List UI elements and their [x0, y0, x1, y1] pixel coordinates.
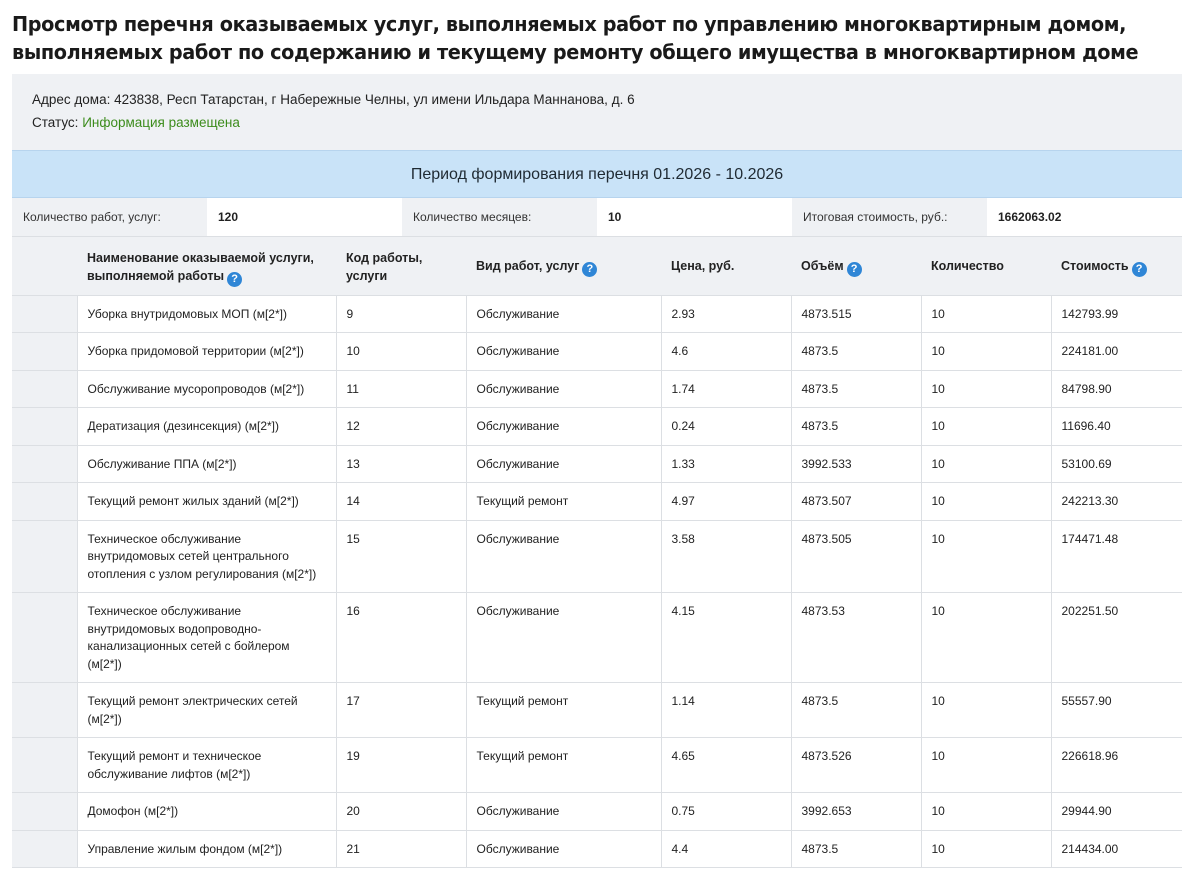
cell-price: 0.24 [661, 408, 791, 446]
cell-quantity: 10 [921, 483, 1051, 521]
cell-cost: 142793.99 [1051, 295, 1182, 333]
cell-volume: 4873.515 [791, 295, 921, 333]
cell-quantity: 10 [921, 793, 1051, 831]
cell-name: Текущий ремонт и техническое обслуживание лифтов (м[2*]) [77, 738, 336, 793]
row-blank-cell [12, 683, 77, 738]
status-value: Информация размещена [82, 115, 240, 130]
summary-row [12, 198, 1182, 237]
table-row [12, 830, 1182, 868]
row-blank-cell [12, 793, 77, 831]
cell-quantity: 10 [921, 333, 1051, 371]
cell-name: Дератизация (дезинсекция) (м[2*]) [77, 408, 336, 446]
help-icon[interactable]: ? [227, 272, 242, 287]
help-icon[interactable]: ? [1132, 262, 1147, 277]
cell-price: 2.93 [661, 295, 791, 333]
cell-quantity: 10 [921, 445, 1051, 483]
cell-volume: 4873.505 [791, 520, 921, 593]
cell-type: Текущий ремонт [466, 738, 661, 793]
cell-name: Техническое обслуживание внутридомовых сетей центрального отопления с узлом регулирования (м[2*]) [77, 520, 336, 593]
cell-name: Обслуживание ППА (м[2*]) [77, 445, 336, 483]
months-label: Количество месяцев: [402, 198, 597, 236]
cell-type: Обслуживание [466, 593, 661, 683]
address-line [32, 91, 635, 109]
cell-price: 1.33 [661, 445, 791, 483]
table-header-row [12, 237, 1182, 295]
cell-quantity: 10 [921, 370, 1051, 408]
cell-cost: 202251.50 [1051, 593, 1182, 683]
cell-type: Обслуживание [466, 370, 661, 408]
header-type [466, 237, 661, 295]
table-row [12, 370, 1182, 408]
address-label: Адрес дома: [32, 92, 111, 107]
row-blank-cell [12, 738, 77, 793]
cell-volume: 4873.5 [791, 830, 921, 868]
table-row [12, 408, 1182, 446]
cell-volume: 4873.526 [791, 738, 921, 793]
cell-name: Текущий ремонт электрических сетей (м[2*]) [77, 683, 336, 738]
table-row [12, 793, 1182, 831]
row-blank-cell [12, 370, 77, 408]
cell-type: Обслуживание [466, 793, 661, 831]
cell-code: 15 [336, 520, 466, 593]
header-name [77, 237, 336, 295]
header-type-label: Вид работ, услуг [476, 259, 580, 273]
cell-cost: 174471.48 [1051, 520, 1182, 593]
cell-quantity: 10 [921, 295, 1051, 333]
header-blank [12, 237, 77, 295]
cell-name: Домофон (м[2*]) [77, 793, 336, 831]
cell-price: 1.74 [661, 370, 791, 408]
page-title [12, 10, 1139, 66]
table-row [12, 295, 1182, 333]
works-count-value: 120 [207, 198, 402, 236]
cell-type: Обслуживание [466, 295, 661, 333]
cell-volume: 4873.5 [791, 683, 921, 738]
cell-type: Обслуживание [466, 445, 661, 483]
header-price: Цена, руб. [661, 237, 791, 295]
header-cost-label: Стоимость [1061, 259, 1129, 273]
cell-name: Обслуживание мусоропроводов (м[2*]) [77, 370, 336, 408]
cell-cost: 226618.96 [1051, 738, 1182, 793]
works-count-label: Количество работ, услуг: [12, 198, 207, 236]
table-row [12, 593, 1182, 683]
address-value: 423838, Респ Татарстан, г Набережные Челны, ул имени Ильдара Маннанова, д. 6 [114, 92, 635, 107]
cell-cost: 224181.00 [1051, 333, 1182, 371]
cell-code: 11 [336, 370, 466, 408]
services-table [12, 237, 1182, 868]
cell-code: 10 [336, 333, 466, 371]
row-blank-cell [12, 445, 77, 483]
row-blank-cell [12, 295, 77, 333]
house-info-panel [12, 74, 1182, 151]
cell-cost: 29944.90 [1051, 793, 1182, 831]
status-label: Статус: [32, 115, 79, 130]
cell-quantity: 10 [921, 830, 1051, 868]
cell-name: Уборка придомовой территории (м[2*]) [77, 333, 336, 371]
cell-code: 13 [336, 445, 466, 483]
cell-volume: 4873.53 [791, 593, 921, 683]
table-row [12, 520, 1182, 593]
cell-quantity: 10 [921, 738, 1051, 793]
cell-price: 3.58 [661, 520, 791, 593]
page-title-line-1: Просмотр перечня оказываемых услуг, выполняемых работ по управлению многоквартирным домом, [12, 12, 1127, 36]
cell-quantity: 10 [921, 408, 1051, 446]
cell-type: Обслуживание [466, 830, 661, 868]
cell-cost: 55557.90 [1051, 683, 1182, 738]
cell-code: 16 [336, 593, 466, 683]
header-volume-label: Объём [801, 259, 844, 273]
row-blank-cell [12, 830, 77, 868]
months-value: 10 [597, 198, 792, 236]
row-blank-cell [12, 333, 77, 371]
cell-code: 20 [336, 793, 466, 831]
total-cost-value: 1662063.02 [987, 198, 1182, 236]
cell-type: Обслуживание [466, 520, 661, 593]
help-icon[interactable]: ? [582, 262, 597, 277]
cell-price: 1.14 [661, 683, 791, 738]
cell-quantity: 10 [921, 593, 1051, 683]
cell-type: Обслуживание [466, 408, 661, 446]
cell-name: Уборка внутридомовых МОП (м[2*]) [77, 295, 336, 333]
table-row [12, 683, 1182, 738]
cell-type: Текущий ремонт [466, 683, 661, 738]
cell-code: 21 [336, 830, 466, 868]
cell-code: 14 [336, 483, 466, 521]
total-cost-label: Итоговая стоимость, руб.: [792, 198, 987, 236]
row-blank-cell [12, 483, 77, 521]
cell-volume: 4873.5 [791, 408, 921, 446]
cell-price: 4.6 [661, 333, 791, 371]
cell-name: Управление жилым фондом (м[2*]) [77, 830, 336, 868]
cell-volume: 3992.653 [791, 793, 921, 831]
period-header: Период формирования перечня 01.2026 - 10.2026 [12, 150, 1182, 198]
cell-volume: 4873.5 [791, 333, 921, 371]
header-cost [1051, 237, 1182, 295]
header-name-label: Наименование оказываемой услуги, выполняемой работы [87, 251, 314, 283]
cell-type: Текущий ремонт [466, 483, 661, 521]
cell-cost: 84798.90 [1051, 370, 1182, 408]
cell-price: 0.75 [661, 793, 791, 831]
cell-cost: 214434.00 [1051, 830, 1182, 868]
cell-price: 4.65 [661, 738, 791, 793]
cell-quantity: 10 [921, 683, 1051, 738]
services-table-container [12, 237, 1182, 868]
row-blank-cell [12, 408, 77, 446]
page-title-line-2: выполняемых работ по содержанию и текущему ремонту общего имущества в многоквартирном доме [12, 40, 1139, 64]
cell-cost: 242213.30 [1051, 483, 1182, 521]
cell-volume: 4873.5 [791, 370, 921, 408]
help-icon[interactable]: ? [847, 262, 862, 277]
table-row [12, 333, 1182, 371]
table-body [12, 295, 1182, 868]
header-quantity: Количество [921, 237, 1051, 295]
cell-code: 9 [336, 295, 466, 333]
cell-name: Текущий ремонт жилых зданий (м[2*]) [77, 483, 336, 521]
cell-name: Техническое обслуживание внутридомовых водопроводно-канализационных сетей с бойлером (м[2*]) [77, 593, 336, 683]
cell-quantity: 10 [921, 520, 1051, 593]
cell-price: 4.15 [661, 593, 791, 683]
cell-price: 4.4 [661, 830, 791, 868]
cell-cost: 11696.40 [1051, 408, 1182, 446]
row-blank-cell [12, 520, 77, 593]
table-row [12, 738, 1182, 793]
cell-cost: 53100.69 [1051, 445, 1182, 483]
header-code: Код работы, услуги [336, 237, 466, 295]
table-row [12, 445, 1182, 483]
status-line [32, 114, 240, 132]
row-blank-cell [12, 593, 77, 683]
cell-code: 19 [336, 738, 466, 793]
cell-code: 17 [336, 683, 466, 738]
cell-volume: 3992.533 [791, 445, 921, 483]
cell-code: 12 [336, 408, 466, 446]
cell-price: 4.97 [661, 483, 791, 521]
table-row [12, 483, 1182, 521]
cell-volume: 4873.507 [791, 483, 921, 521]
header-volume [791, 237, 921, 295]
cell-type: Обслуживание [466, 333, 661, 371]
